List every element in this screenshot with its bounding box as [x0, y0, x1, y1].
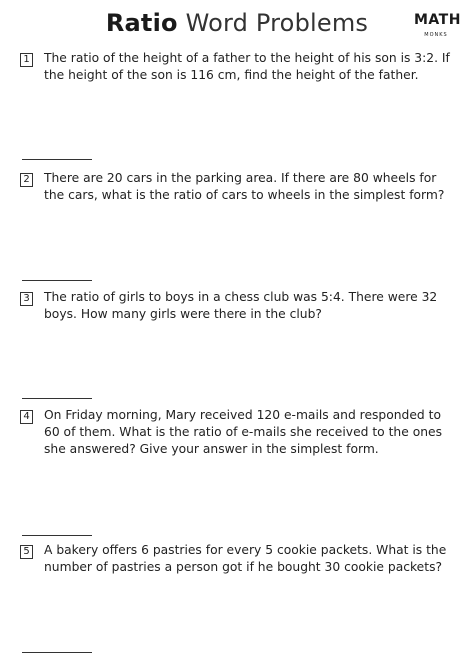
answer-line-4[interactable]: [22, 535, 92, 536]
answer-line-1[interactable]: [22, 159, 92, 160]
problem-number-box: 1: [20, 53, 33, 67]
answer-line-5[interactable]: [22, 652, 92, 653]
title-word-problems: Word Problems: [185, 9, 369, 37]
answer-line-2[interactable]: [22, 280, 92, 281]
problem-number-box: 3: [20, 292, 33, 306]
page-title: [0, 8, 474, 38]
problem-text: On Friday morning, Mary received 120 e-mails and responded to 60 of them. What is the ratio of e-mails she received to the ones she answered? Give your answer in the simplest form.: [44, 408, 442, 456]
problem-text: A bakery offers 6 pastries for every 5 cookie packets. What is the number of pastries a person got if he bought 30 cookie packets?: [44, 543, 447, 574]
problem-text: There are 20 cars in the parking area. If there are 80 wheels for the cars, what is the ratio of cars to wheels in the simplest form?: [44, 171, 445, 202]
problem-text: The ratio of girls to boys in a chess club was 5:4. There were 32 boys. How many girls were there in the club?: [44, 290, 438, 321]
problem-number-box: 2: [20, 173, 33, 187]
answer-line-3[interactable]: [22, 398, 92, 399]
problem-number-box: 5: [20, 545, 33, 559]
math-monks-logo: [414, 12, 461, 46]
title-word-ratio: Ratio: [105, 9, 178, 37]
logo-subtext: MONKS: [424, 32, 448, 38]
problem-text: The ratio of the height of a father to the height of his son is 3:2. If the height of the son is 116 cm, find the height of the father.: [44, 51, 450, 82]
problem-number-box: 4: [20, 410, 33, 424]
logo-text: MATH: [414, 12, 461, 28]
